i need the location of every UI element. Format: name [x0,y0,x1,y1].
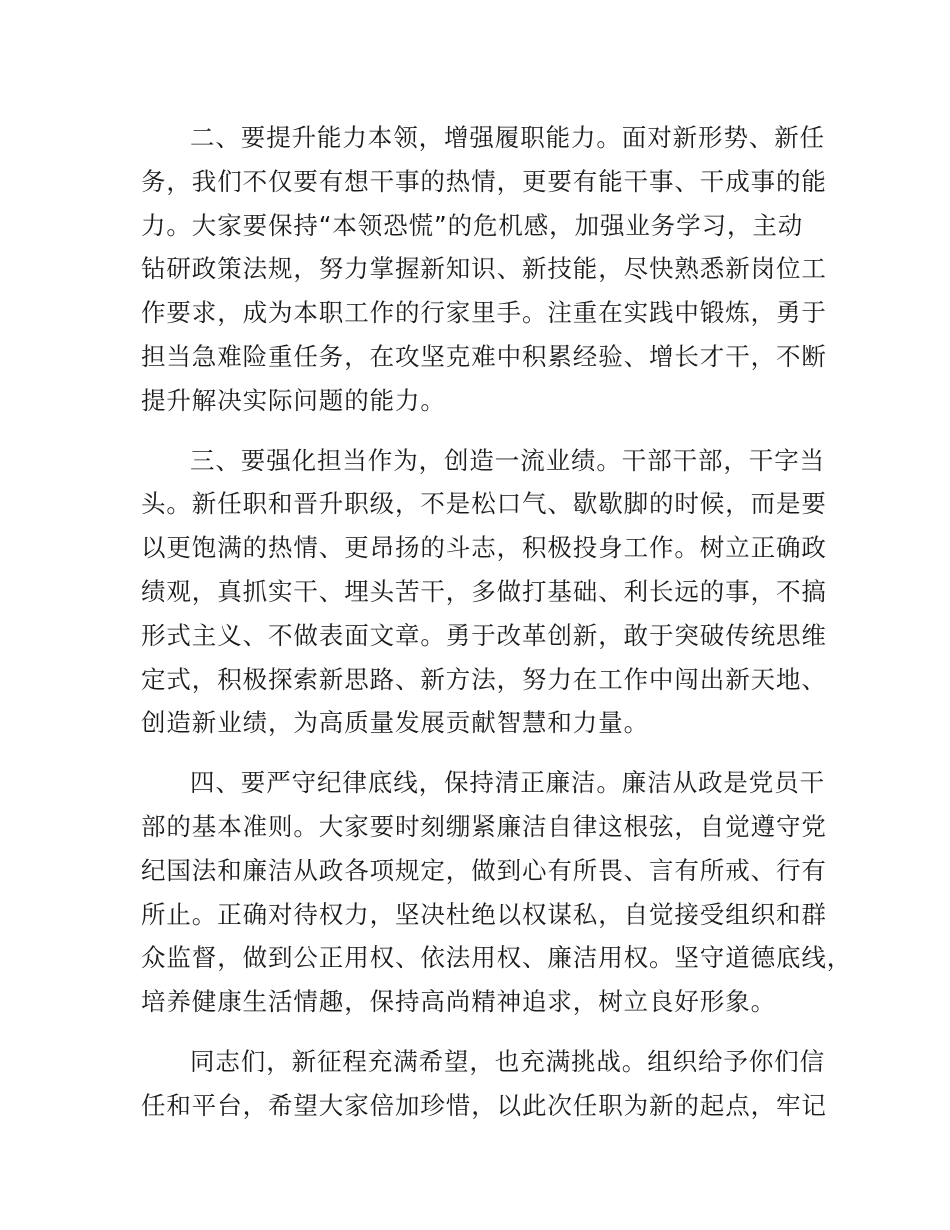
text-line: 作要求，成为本职工作的行家里手。注重在实践中锻炼，勇于 [141,298,827,328]
text-line: 众监督，做到公正用权、依法用权、廉洁用权。坚守道德底线， [141,943,853,973]
text-line: 力。大家要保持“本领恐慌”的危机感，加强业务学习，主动 [141,210,804,240]
paragraph-discipline [141,761,853,1024]
text-line: 钻研政策法规，努力掌握新知识、新技能，尽快熟悉新岗位工 [141,254,827,284]
text-line: 定式，积极探索新思路、新方法，努力在工作中闯出新天地、 [141,664,827,694]
text-line: 担当急难险重任务，在攻坚克难中积累经验、增长才干，不断 [141,341,827,371]
text-line: 部的基本准则。大家要时刻绷紧廉洁自律这根弦，自觉遵守党 [141,811,827,841]
text-line: 所止。正确对待权力，坚决杜绝以权谋私，自觉接受组织和群 [141,899,827,929]
text-line: 任和平台，希望大家倍加珍惜，以此次任职为新的起点，牢记 [141,1090,827,1120]
paragraph-responsibility [141,439,836,746]
text-line: 同志们，新征程充满希望，也充满挑战。组织给予你们信 [190,1046,825,1076]
text-line: 以更饱满的热情、更昂扬的斗志，积极投身工作。树立正确政 [141,533,827,563]
text-line: 三、要强化担当作为，创造一流业绩。干部干部，干字当 [190,445,825,475]
text-line: 培养健康生活情趣，保持高尚精神追求，树立良好形象。 [141,987,776,1017]
document-body [141,116,853,1144]
paragraph-ability [141,116,836,423]
text-line: 绩观，真抓实干、埋头苦干，多做打基础、利长远的事，不搞 [141,576,827,606]
text-line: 四、要严守纪律底线，保持清正廉洁。廉洁从政是党员干 [190,768,825,798]
text-line: 务，我们不仅要有想干事的热情，更要有能干事、干成事的能 [141,166,827,196]
text-line: 头。新任职和晋升职级，不是松口气、歇歇脚的时候，而是要 [141,489,827,519]
text-line: 纪国法和廉洁从政各项规定，做到心有所畏、言有所戒、行有 [141,855,827,885]
text-line: 提升解决实际问题的能力。 [141,385,446,415]
text-line: 二、要提升能力本领，增强履职能力。面对新形势、新任 [190,123,825,152]
text-line: 创造新业绩，为高质量发展贡献智慧和力量。 [141,708,649,738]
text-line: 形式主义、不做表面文章。勇于改革创新，敢于突破传统思维 [141,620,827,650]
paragraph-closing [141,1040,836,1128]
